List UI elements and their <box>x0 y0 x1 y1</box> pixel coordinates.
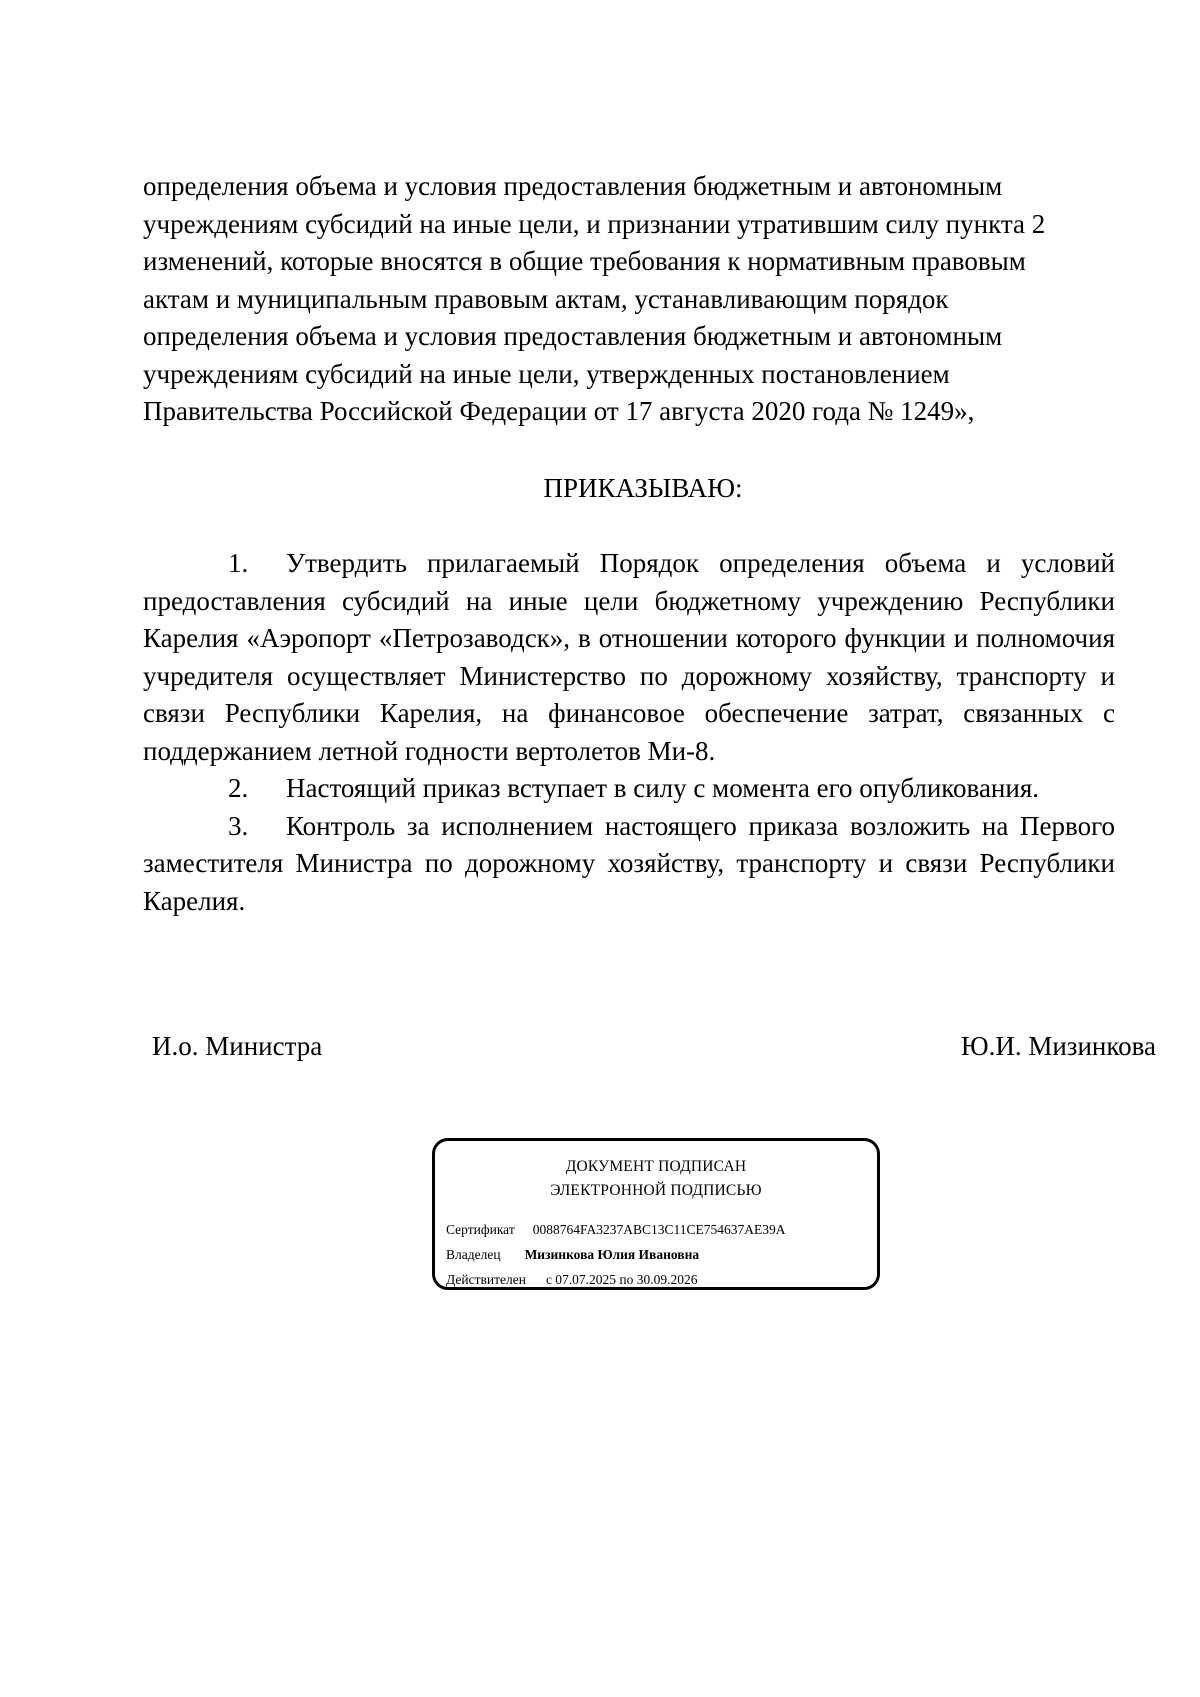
order-item-2 <box>143 770 1115 808</box>
order-item-1 <box>143 545 1115 770</box>
certificate-value: 0088764FA3237ABC13C11CE754637AE39A <box>532 1222 786 1237</box>
intro-line: Правительства Российской Федерации от 17 августа 2020 года № 1249», <box>143 396 975 426</box>
stamp-validity-row <box>446 1267 786 1292</box>
intro-line: учреждениям субсидий на иные цели, утвержденных постановлением <box>143 358 950 389</box>
owner-label: Владелец <box>446 1247 501 1262</box>
order-heading: ПРИКАЗЫВАЮ: <box>543 473 743 503</box>
electronic-signature-stamp <box>432 1138 880 1290</box>
valid-value: с 07.07.2025 по 30.09.2026 <box>545 1272 698 1287</box>
item-number: 1. <box>228 548 249 578</box>
stamp-certificate-row <box>446 1217 786 1242</box>
item-text: Контроль за исполнением настоящего приказа возложить на Первого заместителя Министра по дорожному хозяйству, транспорту и связи Республики Карелия. <box>143 810 1115 916</box>
intro-paragraph <box>143 168 1115 431</box>
intro-line: определения объема и условия предоставления бюджетным и автономным <box>143 171 1003 201</box>
item-text: Утвердить прилагаемый Порядок определения объема и условий предоставления субсидий на иные цели бюджетному учреждению Республики Карелия «Аэропорт «Петрозаводск», в отношении которого функции и полномочия учредителя осуществляет Министерство по дорожному хозяйству, транспорту и связи Республики Карелия, на финансовое обеспечение затрат, связанных с поддержанием летной годности вертолетов Ми-8. <box>143 548 1115 766</box>
item-number: 2. <box>228 773 249 803</box>
intro-line: учреждениям субсидий на иные цели, и признании утратившим силу пункта 2 <box>143 208 1046 239</box>
intro-line: определения объема и условия предоставления бюджетным и автономным <box>143 321 1003 351</box>
item-number: 3. <box>228 810 249 841</box>
stamp-owner-row <box>446 1242 786 1267</box>
valid-label: Действителен <box>446 1272 526 1287</box>
certificate-label: Сертификат <box>446 1222 515 1237</box>
signer-position: И.о. Министра <box>152 1031 323 1061</box>
order-items <box>143 545 1115 920</box>
intro-line: изменений, которые вносятся в общие требования к нормативным правовым <box>143 246 1026 276</box>
item-text: Настоящий приказ вступает в силу с момента его опубликования. <box>286 773 1039 803</box>
intro-line: актам и муниципальным правовым актам, устанавливающим порядок <box>143 283 949 314</box>
stamp-title-line: ДОКУМЕНТ ПОДПИСАН <box>565 1158 747 1175</box>
stamp-details <box>446 1217 786 1292</box>
order-item-3 <box>143 808 1115 921</box>
stamp-title <box>435 1155 877 1203</box>
stamp-title-line: ЭЛЕКТРОННОЙ ПОДПИСЬЮ <box>550 1182 762 1199</box>
owner-value: Мизинкова Юлия Ивановна <box>524 1247 700 1262</box>
signer-name: Ю.И. Мизинкова <box>960 1031 1156 1061</box>
